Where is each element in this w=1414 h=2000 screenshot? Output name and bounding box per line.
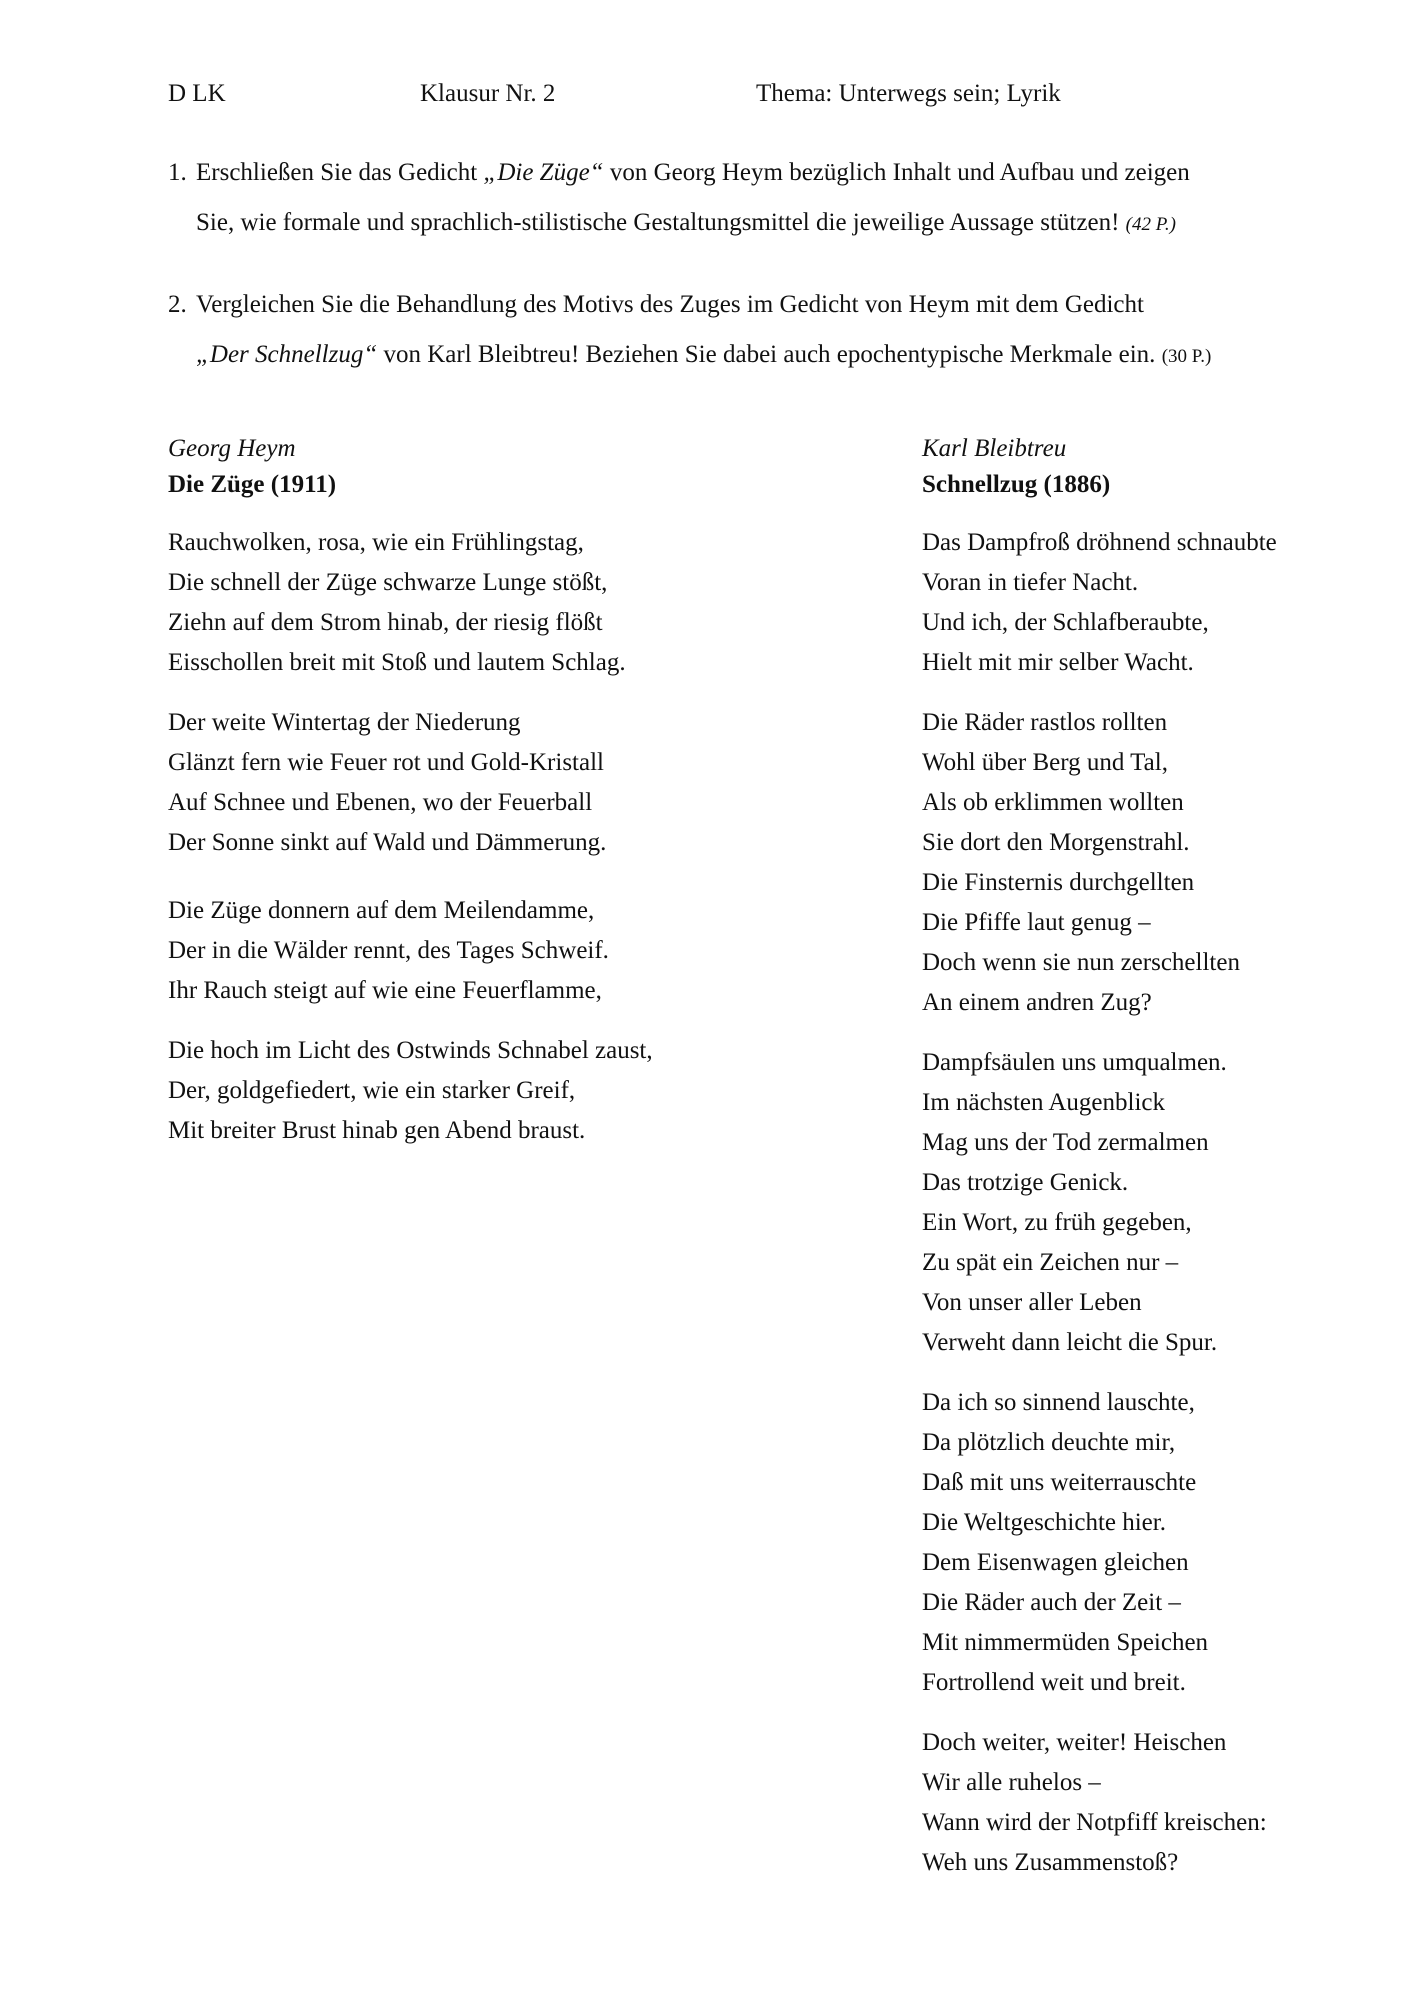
- verse-line: Auf Schnee und Ebenen, wo der Feuerball: [168, 789, 593, 816]
- verse-line: Weh uns Zusammenstoß?: [922, 1849, 1179, 1876]
- verse-line: Mit nimmermüden Speichen: [922, 1629, 1209, 1656]
- exam-number: Klausur Nr. 2: [420, 80, 556, 107]
- verse-line: Ziehn auf dem Strom hinab, der riesig flößt: [168, 609, 603, 636]
- verse-line: Die Räder auch der Zeit –: [922, 1589, 1181, 1616]
- task-line: [196, 148, 1278, 198]
- stanza: [922, 1043, 1362, 1363]
- task-text-part: Erschließen Sie das Gedicht: [196, 159, 484, 186]
- verse-line: Dem Eisenwagen gleichen: [922, 1549, 1189, 1576]
- poem-author: Karl Bleibtreu: [922, 435, 1067, 462]
- verse-line: Als ob erklimmen wollten: [922, 789, 1184, 816]
- poem-heym: [168, 431, 868, 1151]
- verse-line: Die schnell der Züge schwarze Lunge stößt,: [168, 569, 608, 596]
- stanza: [922, 703, 1362, 1023]
- verse-line: Die Räder rastlos rollten: [922, 709, 1168, 736]
- verse-line: Fortrollend weit und breit.: [922, 1669, 1186, 1696]
- verse-line: Wohl über Berg und Tal,: [922, 749, 1168, 776]
- stanza: [168, 1031, 868, 1151]
- task-number: 2.: [168, 291, 187, 318]
- verse-line: Da ich so sinnend lauschte,: [922, 1389, 1195, 1416]
- stanza: [168, 891, 868, 1011]
- verse-line: Hielt mit mir selber Wacht.: [922, 649, 1194, 676]
- verse-line: Doch wenn sie nun zerschellten: [922, 949, 1240, 976]
- verse-line: Der weite Wintertag der Niederung: [168, 709, 521, 736]
- stanza: [922, 523, 1362, 683]
- poem-author: Georg Heym: [168, 435, 296, 462]
- verse-line: Voran in tiefer Nacht.: [922, 569, 1139, 596]
- poem-bleibtreu: [922, 431, 1362, 1883]
- course-label: D LK: [168, 80, 226, 107]
- verse-line: Ein Wort, zu früh gegeben,: [922, 1209, 1192, 1236]
- verse-line: Das trotzige Genick.: [922, 1169, 1129, 1196]
- task-text-part: Sie, wie formale und sprachlich-stilistische Gestaltungsmittel die jeweilige Aussage stützen!: [196, 209, 1126, 236]
- verse-line: Doch weiter, weiter! Heischen: [922, 1729, 1227, 1756]
- verse-line: Glänzt fern wie Feuer rot und Gold-Kristall: [168, 749, 604, 776]
- verse-line: Sie dort den Morgenstrahl.: [922, 829, 1190, 856]
- verse-line: Die Züge donnern auf dem Meilendamme,: [168, 897, 595, 924]
- poem-stanzas: [168, 523, 868, 1151]
- poem-title: Schnellzug (1886): [922, 471, 1111, 498]
- task-text: [196, 148, 1278, 250]
- verse-line: An einem andren Zug?: [922, 989, 1152, 1016]
- task-2: [168, 280, 1278, 382]
- verse-line: Die Finsternis durchgellten: [922, 869, 1195, 896]
- poem-title: Die Züge (1911): [168, 471, 337, 498]
- verse-line: Im nächsten Augenblick: [922, 1089, 1165, 1116]
- stanza: [922, 1723, 1362, 1883]
- verse-line: Der Sonne sinkt auf Wald und Dämmerung.: [168, 829, 607, 856]
- poem-title-reference: „Der Schnellzug“: [196, 341, 378, 368]
- task-line: Vergleichen Sie die Behandlung des Motivs des Zuges im Gedicht von Heym mit dem Gedicht: [196, 291, 1144, 318]
- verse-line: Verweht dann leicht die Spur.: [922, 1329, 1218, 1356]
- verse-line: Der, goldgefiedert, wie ein starker Greif,: [168, 1077, 576, 1104]
- poem-title-reference: „Die Züge“: [483, 159, 604, 186]
- verse-line: Von unser aller Leben: [922, 1289, 1142, 1316]
- stanza: [922, 1383, 1362, 1703]
- task-points: (30 P.): [1161, 346, 1212, 367]
- task-text-part: von Georg Heym bezüglich Inhalt und Aufbau und zeigen: [603, 159, 1190, 186]
- verse-line: Die Weltgeschichte hier.: [922, 1509, 1166, 1536]
- verse-line: Die Pfiffe laut genug –: [922, 909, 1151, 936]
- verse-line: Eisschollen breit mit Stoß und lautem Schlag.: [168, 649, 626, 676]
- verse-line: Die hoch im Licht des Ostwinds Schnabel zaust,: [168, 1037, 653, 1064]
- verse-line: Dampfsäulen uns umqualmen.: [922, 1049, 1227, 1076]
- task-points: (42 P.): [1125, 214, 1176, 235]
- verse-line: Der in die Wälder rennt, des Tages Schweif.: [168, 937, 609, 964]
- task-text-part: von Karl Bleibtreu! Beziehen Sie dabei auch epochentypische Merkmale ein.: [377, 341, 1162, 368]
- verse-line: Das Dampfroß dröhnend schnaubte: [922, 529, 1277, 556]
- verse-line: Ihr Rauch steigt auf wie eine Feuerflamme,: [168, 977, 602, 1004]
- stanza: [168, 703, 868, 863]
- poem-stanzas: [922, 523, 1362, 1883]
- verse-line: Wann wird der Notpfiff kreischen:: [922, 1809, 1267, 1836]
- verse-line: Daß mit uns weiterrauschte: [922, 1469, 1197, 1496]
- verse-line: Rauchwolken, rosa, wie ein Frühlingstag,: [168, 529, 584, 556]
- verse-line: Mag uns der Tod zermalmen: [922, 1129, 1209, 1156]
- task-text: [196, 280, 1278, 382]
- task-number: 1.: [168, 159, 187, 186]
- verse-line: Zu spät ein Zeichen nur –: [922, 1249, 1179, 1276]
- exam-header: [168, 80, 1246, 120]
- task-1: [168, 148, 1278, 250]
- verse-line: Da plötzlich deuchte mir,: [922, 1429, 1176, 1456]
- stanza: [168, 523, 868, 683]
- task-line: [196, 330, 1278, 382]
- task-line: [196, 198, 1278, 250]
- verse-line: Und ich, der Schlafberaubte,: [922, 609, 1209, 636]
- exam-theme: Thema: Unterwegs sein; Lyrik: [756, 80, 1061, 107]
- verse-line: Wir alle ruhelos –: [922, 1769, 1101, 1796]
- verse-line: Mit breiter Brust hinab gen Abend braust.: [168, 1117, 586, 1144]
